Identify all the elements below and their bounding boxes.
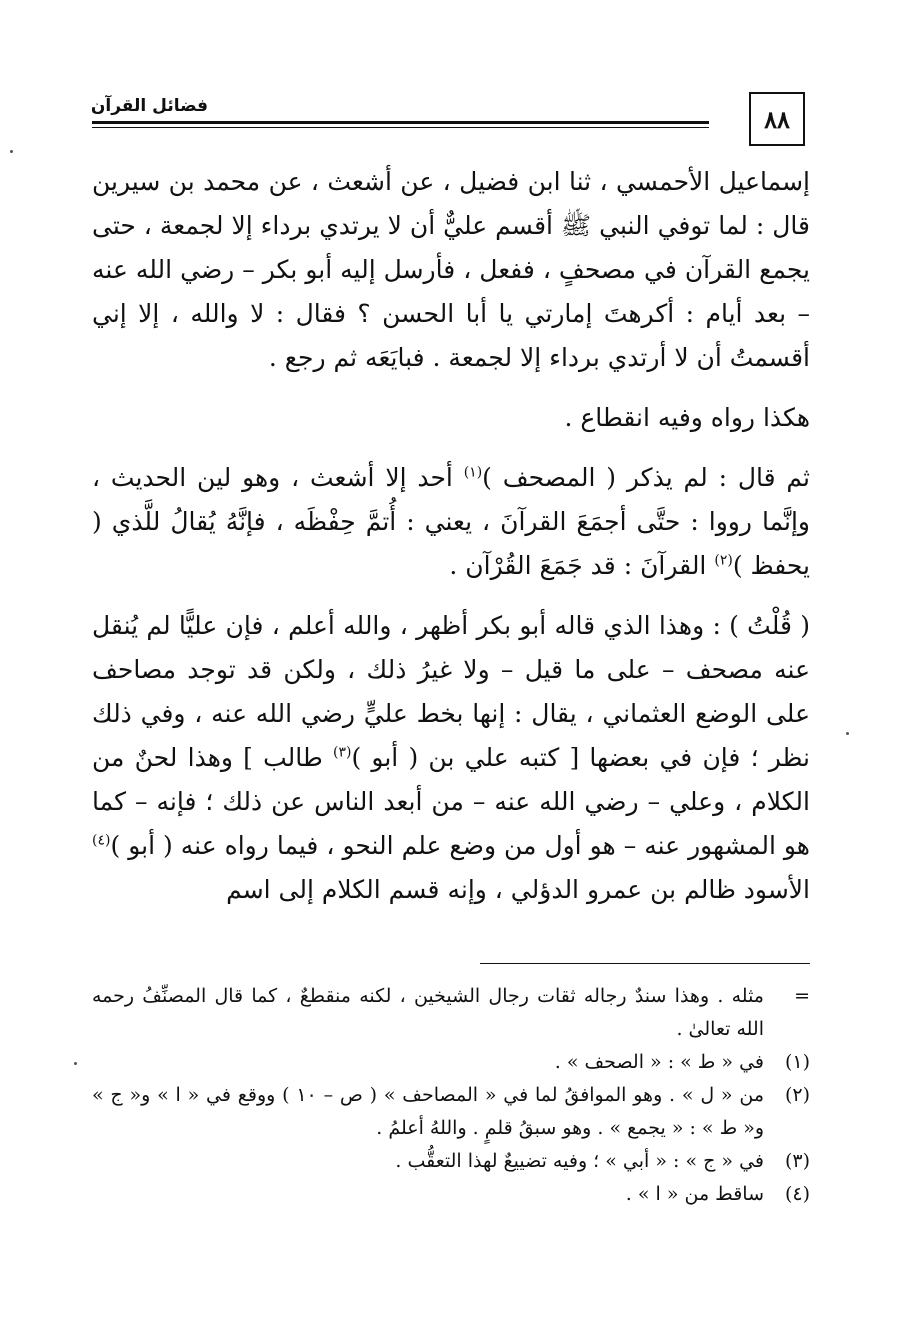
footnotes bbox=[92, 980, 810, 1211]
footnote-2 bbox=[92, 1079, 810, 1145]
paragraph-2: هكذا رواه وفيه انقطاع . bbox=[564, 403, 810, 432]
footnote-3 bbox=[92, 1145, 810, 1178]
paragraph-3 bbox=[92, 456, 810, 588]
footnote-ref-2: (٢) bbox=[714, 552, 733, 569]
paragraph-1: إسماعيل الأحمسي ، ثنا ابن فضيل ، عن أشعث ، عن محمد بن سيرين قال : لما توفي النبي ﷺ أقسم عليٌّ أن لا يرتدي برداء إلا لجمعة ، حتى يجمع القرآن في مصحفٍ ، ففعل ، فأرسل إليه أبو بكر – رضي الله عنه – بعد أيام : أكرهتَ إمارتي يا أبا الحسن ؟ فقال : لا والله ، إلا إني أقسمتُ أن لا أرتدي برداء إلا لجمعة . فبايَعَه ثم رجع . bbox=[92, 167, 810, 372]
paragraph-3-text-c: القرآنَ : قد جَمَعَ القُرْآن . bbox=[449, 551, 715, 580]
header-rule-thick bbox=[92, 121, 709, 124]
footnote-ref-1: (١) bbox=[463, 464, 483, 481]
footnote-text: من « ل » . وهو الموافقُ لما في « المصاحف » ( ص – ١٠ ) ووقع في « ا » و« ج » و« ط » : « يجمع » . وهو سبقُ قلمٍ . واللهُ أعلمُ . bbox=[92, 1084, 764, 1139]
footnote-mark: (٣) bbox=[784, 1150, 810, 1172]
footnote-mark: (٤) bbox=[784, 1183, 810, 1205]
page-number bbox=[749, 92, 805, 146]
footnote-text: مثله . وهذا سندٌ رجاله ثقات رجال الشيخين ، لكنه منقطعٌ ، كما قال المصنِّفُ رحمه الله تعالىٰ . bbox=[92, 985, 764, 1040]
main-text bbox=[92, 160, 810, 912]
footnote-text: في « ج » : « أبي » ؛ وفيه تضييعٌ لهذا التعقُّب . bbox=[395, 1150, 764, 1172]
footnote-mark: (٢) bbox=[784, 1084, 810, 1106]
paragraph-4 bbox=[92, 604, 810, 912]
footnote-mark: (١) bbox=[784, 1051, 810, 1073]
scan-speck bbox=[10, 150, 13, 153]
footnote-continuation bbox=[92, 980, 810, 1046]
page-number-text: ٨٨ bbox=[764, 104, 790, 134]
paragraph-4-text-b: طالب ] وهذا لحنٌ من الكلام ، وعلي – رضي الله عنه – من أبعد الناس عن ذلك ؛ فإنه – كما هو المشهور عنه – هو أول من وضع علم النحو ، فيما رواه عنه ( أبو ) bbox=[92, 743, 810, 860]
header-rule-thin bbox=[92, 127, 709, 128]
footnote-separator bbox=[480, 963, 810, 964]
paragraph-4-text-c: الأسود ظالم بن عمرو الدؤلي ، وإنه قسم الكلام إلى اسم bbox=[226, 875, 810, 904]
footnote-4 bbox=[92, 1178, 810, 1211]
footnote-text: في « ط » : « الصحف » . bbox=[554, 1051, 764, 1073]
paragraph-4-text-a: ( قُلْتُ ) : وهذا الذي قاله أبو بكر أظهر ، والله أعلم ، فإن عليًّا لم يُنقل عنه مصحف – على ما قيل – ولا غيرُ ذلك ، ولكن قد توجد مصاحف على الوضع العثماني ، يقال : إنها بخط عليٍّ رضي الله عنه ، وفي ذلك نظر ؛ فإن في بعضها [ كتبه علي بن ( أبو ) bbox=[92, 611, 810, 772]
footnote-mark: = bbox=[794, 985, 810, 1007]
footnote-ref-4: (٤) bbox=[92, 832, 111, 849]
paragraph-3-text-a: ثم قال : لم يذكر ( المصحف ) bbox=[482, 463, 810, 492]
footnote-ref-3: (٣) bbox=[333, 744, 352, 761]
paragraph-3-text-b: أحد إلا أشعث ، وهو لين الحديث ، وإنَّما رووا : حتَّى أجمَعَ القرآنَ ، يعني : أُتمَّ حِفْظَه ، فإنَّهُ يُقالُ للَّذي ( يحفظ ) bbox=[92, 463, 810, 580]
scan-speck bbox=[74, 1062, 77, 1065]
footnote-1 bbox=[92, 1046, 810, 1079]
running-title: فضائل القرآن bbox=[90, 96, 208, 116]
footnote-text: ساقط من « ا » . bbox=[625, 1183, 764, 1205]
scan-speck bbox=[846, 732, 849, 735]
